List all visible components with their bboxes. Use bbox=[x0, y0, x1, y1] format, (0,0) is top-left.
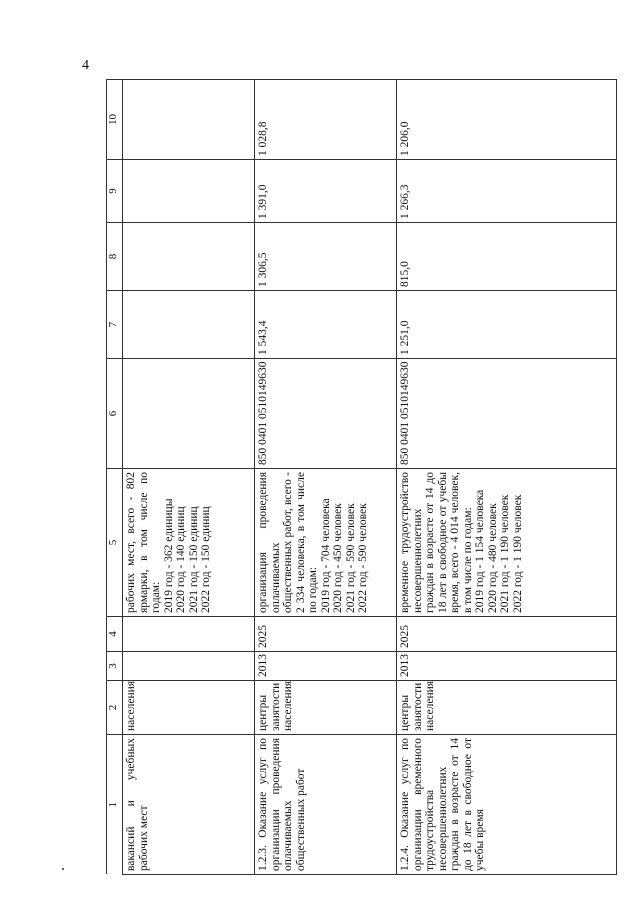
result-line: 2019 год - 704 человека bbox=[319, 498, 332, 613]
cell-value-9: 1 266,3 bbox=[397, 160, 617, 223]
cell-activity: 1.2.4. Оказание услуг по организации временного трудоустройства несовершеннолетних граждан в возрасте от 14 до 18 лет в свободное от учебы время bbox=[397, 735, 617, 875]
cell-budget-code: 850 0401 0510149630 bbox=[255, 359, 397, 469]
cell-value-9: 1 391,0 bbox=[255, 160, 397, 223]
cell-value-10: 1 206,0 bbox=[397, 80, 617, 160]
result-line: рабочих мест, всего - 802 ярмарки, в том числе по годам: bbox=[125, 472, 162, 613]
cell-value-8: 815,0 bbox=[397, 223, 617, 291]
result-line: 2022 год - 590 человек bbox=[357, 503, 369, 613]
cell-budget-code bbox=[123, 359, 255, 469]
table-row bbox=[123, 80, 255, 875]
col-header-7: 7 bbox=[107, 291, 123, 359]
cell-end-year: 2025 bbox=[255, 617, 397, 652]
col-header-3: 3 bbox=[107, 652, 123, 681]
cell-start-year: 2013 bbox=[397, 652, 617, 681]
cell-budget-code: 850 0401 0510149630 bbox=[397, 359, 617, 469]
cell-value-7: 1 543,4 bbox=[255, 291, 397, 359]
cell-result bbox=[123, 469, 255, 617]
table-row bbox=[397, 80, 617, 875]
col-header-2: 2 bbox=[107, 681, 123, 735]
result-line: 2021 год - 1 190 человек bbox=[499, 494, 511, 613]
page-number: 4 bbox=[82, 58, 89, 73]
col-header-4: 4 bbox=[107, 617, 123, 652]
col-header-9: 9 bbox=[107, 160, 123, 223]
result-line: временное трудоустройство несовершеннолетних граждан в возрасте от 14 до 18 лет в свободное от учебы время, всего - 4 014 человек, в том числе по годам: bbox=[399, 472, 474, 613]
margin-dot bbox=[62, 868, 64, 870]
cell-value-10 bbox=[123, 80, 255, 160]
cell-value-8: 1 306,5 bbox=[255, 223, 397, 291]
result-line: 2020 год - 140 единиц bbox=[175, 506, 187, 613]
cell-executor: центры занятости населения bbox=[255, 681, 397, 735]
result-line: 2020 год - 450 человек bbox=[332, 503, 344, 613]
cell-executor: центры занятости населения bbox=[397, 681, 617, 735]
result-line: 2020 год - 480 человек bbox=[486, 503, 499, 613]
col-header-10: 10 bbox=[107, 80, 123, 160]
col-header-5: 5 bbox=[107, 469, 123, 617]
header-row bbox=[107, 80, 123, 875]
cell-activity: вакансий и учебных рабочих мест bbox=[123, 735, 255, 875]
result-line: 2022 год - 1 190 человек bbox=[511, 494, 524, 613]
table-row bbox=[255, 80, 397, 875]
rotated-table-wrapper bbox=[106, 80, 621, 875]
col-header-8: 8 bbox=[107, 223, 123, 291]
cell-end-year: 2025 bbox=[397, 617, 617, 652]
cell-result bbox=[255, 469, 397, 617]
cell-executor: населения bbox=[123, 681, 255, 735]
cell-result bbox=[397, 469, 617, 617]
result-line: 2019 год - 362 единицы bbox=[162, 498, 175, 613]
cell-value-9 bbox=[123, 160, 255, 223]
cell-value-7 bbox=[123, 291, 255, 359]
result-line: 2021 год - 590 человек bbox=[344, 503, 357, 613]
result-line: организация проведения оплачиваемых общественных работ, всего - 2 334 человека, в том числе по годам: bbox=[257, 472, 319, 613]
result-line: 2022 год - 150 единиц bbox=[200, 506, 212, 613]
cell-start-year bbox=[123, 652, 255, 681]
result-line: 2019 год - 1 154 человека bbox=[474, 489, 486, 613]
program-table bbox=[106, 79, 617, 875]
cell-start-year: 2013 bbox=[255, 652, 397, 681]
cell-value-10: 1 028,8 bbox=[255, 80, 397, 160]
cell-value-7: 1 251,0 bbox=[397, 291, 617, 359]
col-header-1: 1 bbox=[107, 735, 123, 875]
cell-end-year bbox=[123, 617, 255, 652]
result-line: 2021 год - 150 единиц bbox=[187, 506, 200, 613]
cell-value-8 bbox=[123, 223, 255, 291]
col-header-6: 6 bbox=[107, 359, 123, 469]
cell-activity: 1.2.3. Оказание услуг по организации проведения оплачиваемых общественных работ bbox=[255, 735, 397, 875]
